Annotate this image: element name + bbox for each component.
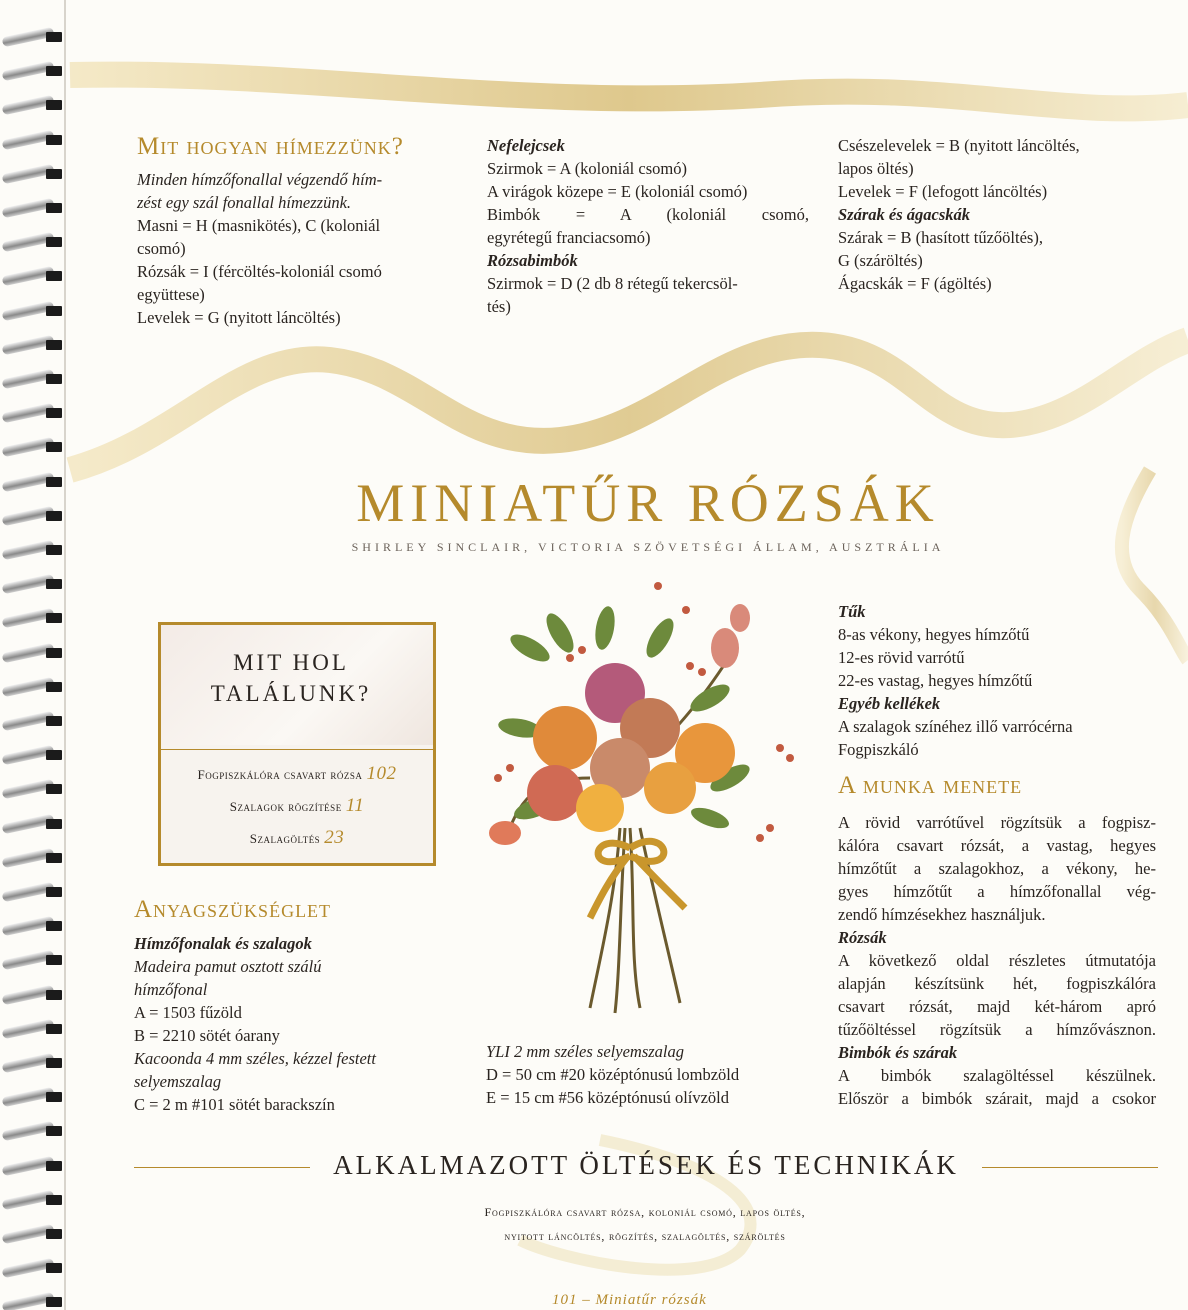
techniques-heading: ALKALMAZOTT ÖLTÉSEK ÉS TECHNIKÁK — [333, 1150, 959, 1180]
text-line: kálóra csavart rózsát, a vastag, hegyes — [838, 836, 1156, 855]
sepals-list — [838, 134, 1148, 295]
text-line: Szirmok = D (2 db 8 rétegű tekercsöl- — [487, 274, 738, 293]
text-line: együttese) — [137, 285, 205, 304]
text-line: A következő oldal részletes útmutatója — [838, 951, 1156, 970]
text-line: lapos öltés) — [838, 159, 914, 178]
text-line: A szalagok színéhez illő varrócérna — [838, 717, 1073, 736]
forget-me-not-list — [487, 134, 809, 318]
box-title-line: TALÁLUNK? — [210, 681, 372, 706]
text-line: Ágacskák = F (ágöltés) — [838, 274, 992, 293]
index-page: 11 — [345, 795, 365, 816]
where-to-find-box — [158, 622, 436, 866]
divider — [134, 1167, 310, 1168]
text-line: zést egy szál fonallal hímezzünk. — [137, 193, 352, 212]
page-folio: 101 – Miniatűr rózsák — [552, 1292, 707, 1308]
index-row — [161, 827, 433, 849]
techniques-list — [360, 1200, 930, 1248]
text-line: C = 2 m #101 sötét barackszín — [134, 1095, 335, 1114]
text-line: A bimbók szalagöltéssel készülnek. — [838, 1066, 1156, 1085]
index-page: 102 — [366, 763, 397, 784]
index-row — [161, 763, 433, 785]
text-line: G (száröltés) — [838, 251, 923, 270]
subheading: Rózsabimbók — [487, 251, 578, 270]
text-line: Bimbók = A (koloniál csomó, — [487, 205, 809, 224]
text-line: csavart rózsát, majd két-három apró — [838, 997, 1156, 1016]
text-line: A rövid varrótűvel rögzítsük a fogpisz- — [838, 813, 1156, 832]
subheading: Hímzőfonalak és szalagok — [134, 934, 312, 953]
text-line: D = 50 cm #20 középtónusú lombzöld — [486, 1065, 740, 1084]
text-line: zendő hímzésekhez használjuk. — [838, 905, 1046, 924]
text-line: tés) — [487, 297, 511, 316]
text-line: Minden hímzőfonallal végzendő hím- — [137, 170, 383, 189]
text-line: Csészelevelek = B (nyitott láncöltés, — [838, 136, 1080, 155]
text-line: egyrétegű franciacsomó) — [487, 228, 651, 247]
index-page: 23 — [324, 827, 345, 848]
text-line: alapján készítsünk hét, fogpiszkálóra — [838, 974, 1156, 993]
index-label: Szalagöltés — [249, 831, 321, 846]
text-line: Rózsák = I (fércöltés-koloniál csomó — [137, 262, 382, 281]
text-line: tűzőöltéssel rögzítsük a hímzővásznon. — [838, 1020, 1156, 1039]
procedure-heading: A munka menete — [838, 772, 1023, 799]
text-line: Kacoonda 4 mm széles, kézzel festett — [134, 1049, 376, 1068]
text-line: hímzőtűt a szalagokhoz, a vékony, he- — [838, 859, 1156, 878]
text-line: 12-es rövid varrótű — [838, 648, 965, 667]
subheading: Szárak és ágacskák — [838, 205, 971, 224]
subheading: Egyéb kellékek — [838, 694, 941, 713]
rose-bouquet-image — [470, 578, 820, 1018]
box-title-line: MIT HOL — [233, 650, 349, 675]
text-line: B = 2210 sötét óarany — [134, 1026, 280, 1045]
needles-list — [838, 600, 1158, 761]
index-label: Szalagok rögzítése — [229, 799, 342, 814]
subheading: Nefelejcsek — [487, 136, 565, 155]
page-title: MINIATŰR RÓZSÁK — [356, 473, 940, 533]
materials-heading: Anyagszükséglet — [134, 896, 332, 923]
text-line: 22-es vastag, hegyes hímzőtű — [838, 671, 1033, 690]
text-line: gyes hímzőtűt a hímzőfonallal vég- — [838, 882, 1156, 901]
text-line: csomó) — [137, 239, 186, 258]
text-line: Levelek = F (lefogott láncöltés) — [838, 182, 1048, 201]
embroidery-instructions — [137, 168, 457, 329]
author-byline: SHIRLEY SINCLAIR, VICTORIA SZÖVETSÉGI ÁLLAM, AUSZTRÁLIA — [351, 540, 945, 554]
index-label: Fogpiszkálóra csavart rózsa — [197, 767, 363, 782]
text-line: Fogpiszkáló — [838, 740, 919, 759]
divider — [982, 1167, 1158, 1168]
text-line: E = 15 cm #56 középtónusú olívzöld — [486, 1088, 730, 1107]
index-row — [161, 795, 433, 817]
divider — [161, 749, 433, 750]
text-line: Masni = H (masnikötés), C (koloniál — [137, 216, 381, 235]
text-line: A virágok közepe = E (koloniál csomó) — [487, 182, 748, 201]
text-line: A = 1503 fűzöld — [134, 1003, 242, 1022]
text-line: Madeira pamut osztott szálú — [134, 957, 322, 976]
subheading: Bimbók és szárak — [838, 1043, 958, 1062]
box-title — [191, 647, 391, 709]
text-line: selyemszalag — [134, 1072, 222, 1091]
text-line: Szárak = B (hasított tűzőöltés), — [838, 228, 1043, 247]
text-line: Szirmok = A (koloniál csomó) — [487, 159, 687, 178]
text-line: nyitott láncöltés, rögzítés, szalagöltés, száröltés — [504, 1229, 786, 1243]
text-line: hímzőfonal — [134, 980, 208, 999]
embroidery-heading: Mit hogyan hímezzünk? — [137, 133, 404, 160]
text-line: YLI 2 mm széles selyemszalag — [486, 1042, 684, 1061]
text-line: Levelek = G (nyitott láncöltés) — [137, 308, 341, 327]
materials-list — [134, 932, 454, 1116]
procedure-text — [838, 811, 1156, 1110]
silk-ribbon-list — [486, 1040, 816, 1109]
text-line: 8-as vékony, hegyes hímzőtű — [838, 625, 1030, 644]
text-line: Fogpiszkálóra csavart rózsa, koloniál csomó, lapos öltés, — [484, 1205, 806, 1219]
subheading: Tűk — [838, 602, 866, 621]
subheading: Rózsák — [838, 928, 887, 947]
text-line: Először a bimbók szárait, majd a csokor — [838, 1089, 1156, 1108]
